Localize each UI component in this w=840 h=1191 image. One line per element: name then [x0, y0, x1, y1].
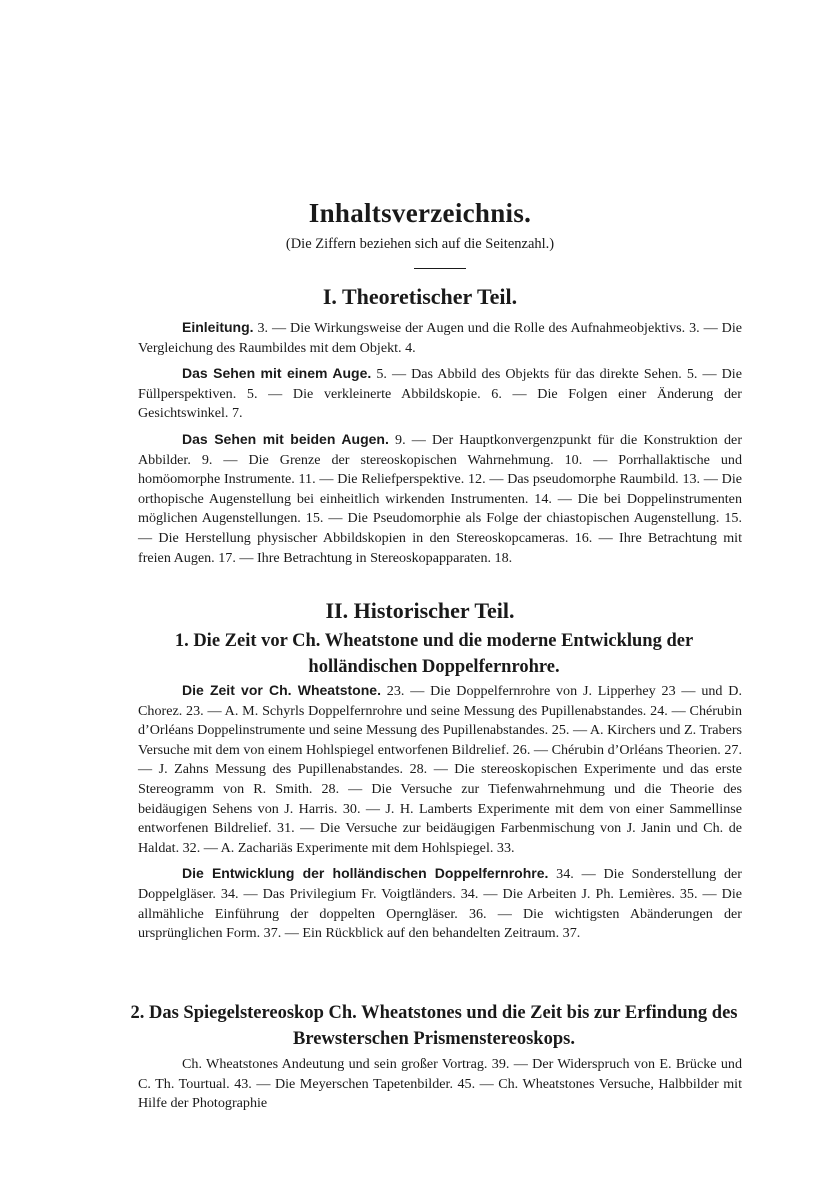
paragraph-text: Ch. Wheatstones Andeutung und sein großer Vortrag. 39. — Der Widerspruch von E. Brücke und C. Th. Tourtual. 43. — Die Meyerschen Tapetenbilder. 45. — Ch. Wheatstones Versuche, Halbbilder mit Hilfe der Photographie	[138, 1056, 742, 1112]
part1-heading: I. Theoretischer Teil.	[322, 284, 518, 309]
paragraph-lead: Einleitung.	[182, 319, 254, 335]
section1-heading: 1. Die Zeit vor Ch. Wheatstone und die moderne Entwicklung der holländischen Doppelfernrohre.	[174, 631, 694, 677]
paragraph-text: 3. — Die Wirkungsweise der Augen und die Rolle des Aufnahmeobjektivs. 3. — Die Vergleichung des Raumbildes mit dem Objekt. 4.	[138, 320, 742, 356]
paragraph-lead: Die Entwicklung der holländischen Doppelfernrohre.	[182, 865, 549, 882]
paragraph-text: 34. — Die Sonderstellung der Doppelgläser. 34. — Das Privilegium Fr. Voigtländers. 34. — Die Arbeiten J. Ph. Lemières. 35. — Die allmähliche Einführung der doppelten Operngläser. 36. — Die wichtigsten Abänderungen der ursprünglichen Form. 37. — Ein Rückblick auf den behandelten Zeitraum. 37.	[138, 866, 742, 942]
part2-heading: II. Historischer Teil.	[325, 598, 515, 623]
paragraph-lead: Das Sehen mit beiden Augen.	[182, 430, 389, 447]
section2-heading: 2. Das Spiegelstereoskop Ch. Wheatstones und die Zeit bis zur Erfindung des Brewsterschen Prismenstereoskops.	[130, 1003, 738, 1049]
paragraph-text: 23. — Die Doppelfernrohre von J. Lipperhey 23 — und D. Chorez. 23. — A. M. Schyrls Doppelfernrohre und seine Messung des Pupillenabstandes. 24. — Chérubin d’Orléans Doppelinstrumente und seine Messung des Pupillenabstandes. 25. — A. Kirchers und Z. Trabers Versuche mit dem von einem Hohlspiegel entworfenen Bildrelief. 26. — Chérubin d’Orléans Theorien. 27. — J. Zahns Messung des Pupillenabstandes. 28. — Die stereoskopischen Experimente und das erste Stereogramm von R. Smith. 28. — Die Versuche zur Tiefenwahrnehmung und die Theorie des beidäugigen Sehens von J. Harris. 30. — J. H. Lamberts Experimente mit dem von einer Sammellinse entworfenen Bildrelief. 31. — Die Versuche zur beidäugigen Farbenmischung von J. Janin und Ch. de Haldat. 32. — A. Zachariäs Experimente mit dem Hohlspiegel. 33.	[138, 683, 742, 856]
page-subtitle: (Die Ziffern beziehen sich auf die Seitenzahl.)	[285, 236, 555, 252]
paragraph-text: 9. — Der Hauptkonvergenzpunkt für die Konstruktion der Abbilder. 9. — Die Grenze der stereoskopischen Wahrnehmung. 10. — Porrhallaktische und homöomorphe Instrumente. 11. — Die Reliefperspektive. 12. — Das pseudomorphe Raumbild. 13. — Die orthopische Augenstellung bei einheitlich wirkenden Instrumenten. 14. — Die bei Doppelinstrumenten möglichen Augenstellungen. 15. — Die Pseudomorphie als Folge der chiastopischen Augenstellung. 15. — Die Herstellung physischer Abbildskopien in den Stereoskopcameras. 16. — Ihre Betrachtung mit freien Augen. 17. — Ihre Betrachtung in Stereoskopapparaten. 18.	[138, 431, 743, 566]
part1-paragraph	[138, 364, 742, 424]
section2-body	[138, 1054, 742, 1114]
section1-paragraph	[138, 864, 742, 943]
part1-paragraph	[138, 430, 742, 568]
paragraph-lead: Das Sehen mit einem Auge.	[182, 365, 372, 382]
section1-body	[138, 681, 742, 944]
part1-body	[138, 318, 742, 568]
paragraph-text: 5. — Das Abbild des Objekts für das direkte Sehen. 5. — Die Füllperspektiven. 5. — Die verkleinerte Abbildskopie. 6. — Die Folgen einer Änderung der Gesichtswinkel. 7.	[138, 366, 742, 422]
section1-paragraph	[138, 681, 742, 858]
title-divider	[414, 268, 466, 269]
part1-paragraph	[138, 318, 742, 358]
paragraph-lead: Die Zeit vor Ch. Wheatstone.	[182, 682, 381, 698]
section2-paragraph	[138, 1054, 742, 1114]
page-title: Inhaltsverzeichnis.	[308, 198, 532, 228]
